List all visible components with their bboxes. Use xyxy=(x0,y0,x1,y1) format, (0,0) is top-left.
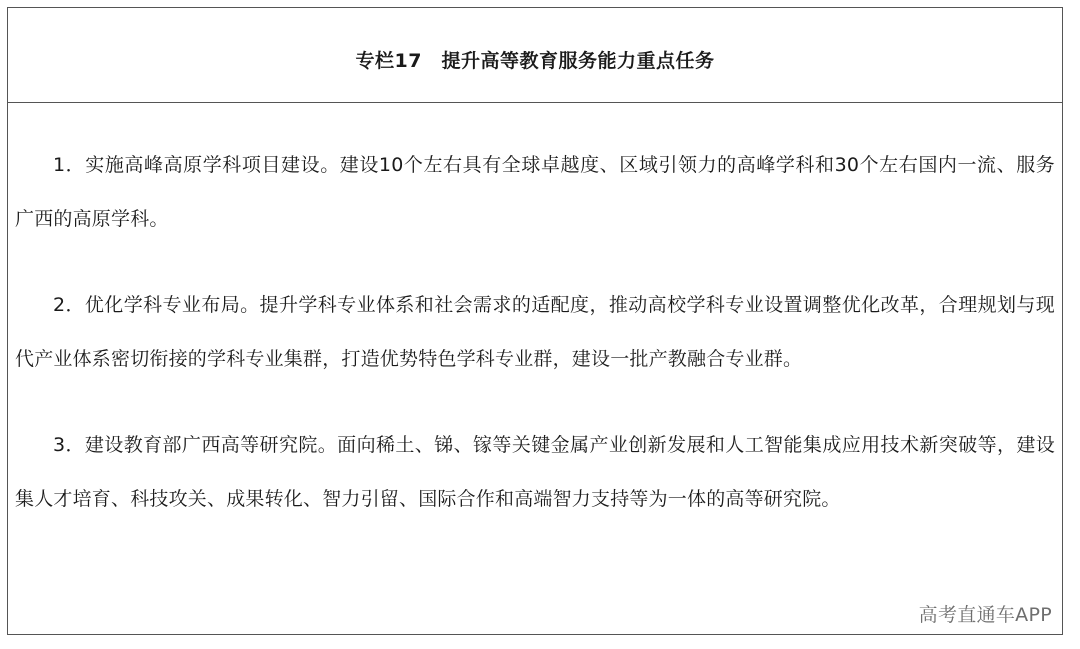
task-list xyxy=(15,138,1055,526)
column-header xyxy=(8,8,1062,103)
column-title: 专栏17 提升高等教育服务能力重点任务 xyxy=(355,49,715,72)
task-item-3: 3．建设教育部广西高等研究院。面向稀土、锑、镓等关键金属产业创新发展和人工智能集成应用技术新突破等，建设集人才培育、科技攻关、成果转化、智力引留、国际合作和高端智力支持等为一体的高等研究院。 xyxy=(15,434,1055,510)
watermark-text: 高考直通车APP xyxy=(918,604,1052,626)
task-item-2: 2．优化学科专业布局。提升学科专业体系和社会需求的适配度，推动高校学科专业设置调整优化改革，合理规划与现代产业体系密切衔接的学科专业集群，打造优势特色学科专业群，建设一批产教融合专业群。 xyxy=(15,294,1055,370)
task-item-1: 1．实施高峰高原学科项目建设。建设10个左右具有全球卓越度、区域引领力的高峰学科和30个左右国内一流、服务广西的高原学科。 xyxy=(15,154,1055,230)
column-box xyxy=(7,7,1063,635)
